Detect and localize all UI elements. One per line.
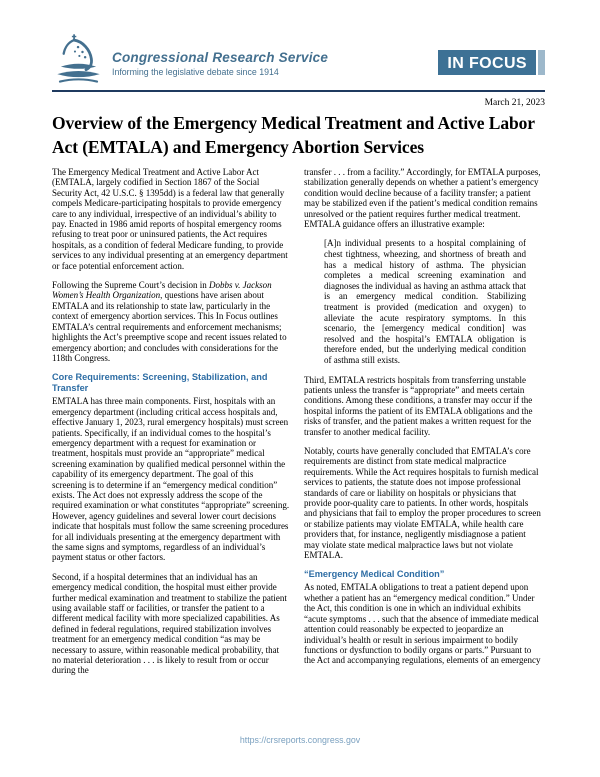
logo-text [112,33,328,77]
org-tagline: Informing the legislative debate since 1914 [112,67,279,77]
section-heading: Core Requirements: Screening, Stabilization, and Transfer [52,372,268,394]
paragraph: EMTALA has three main components. First, hospitals with an emergency department (including critical access hospitals and, effective January 1, 2023, rural emergency hospitals) must screen patients. Specifically, if an individual comes to the hospital’s emergency department with a request for examination or treatment, hospitals must provide an “appropriate” medical screening examination by qualified medical personnel within the capability of its emergency department. The goal of this screening is to determine if an “emergency medical condition” exists. The Act does not expressly address the scope of the required examination or what constitutes “appropriate” screening. However, agency guidelines and several lower court decisions indicate that hospitals must follow the same screening procedures for all individuals presenting at the emergency department with the same signs and symptoms, regardless of an individual’s payment status or other factors. [52,396,290,563]
badge-accent-strip [538,50,545,75]
paragraph: Notably, courts have generally concluded that EMTALA’s core requirements are distinct from state medical malpractice requirements. While the Act requires hospitals to furnish medical services to patients, the statute does not impose professional standards of care or liability on hospitals or physicians that provide poor-quality care to patients. In other words, hospitals and physicians that fail to employ the proper procedures to screen or stabilize patients may violate EMTALA, while health care providers that, for instance, negligently misdiagnose a patient may violate state medical malpractice laws but not violate EMTALA. [304,446,541,561]
paragraph: Following the Supreme Court’s decision in Dobbs v. Jackson Women’s Health Organization, questions have arisen about EMTALA and its relationship to state law, particularly in the context of emergency abortion services. This In Focus outlines EMTALA’s central requirements and enforcement mechanisms; highlights the Act’s preemptive scope and recent issues related to emergency abortion; and concludes with considerations for the 118th Congress. [52,280,287,363]
right-column [304,167,542,685]
page-date: March 21, 2023 [484,98,545,108]
header [52,33,545,88]
block-quote: [A]n individual presents to a hospital complaining of chest tightness, wheezing, and shortness of breath and has a medical history of asthma. The physician completes a medical screening examination and diagnoses the individual as having an asthma attack that is an emergency medical condition. Stabilizing treatment is provided (medication and oxygen) to alleviate the acute respiratory symptoms. In this scenario, the [emergency medical condition] was resolved and the hospital’s EMTALA obligation is therefore ended, but the underlying medical condition of asthma still exists. [324,238,526,365]
section-heading: “Emergency Medical Condition” [304,569,445,580]
paragraph: As noted, EMTALA obligations to treat a patient depend upon whether a patient has an “emergency medical condition.” Under the Act, this condition is one in which an individual exhibits “acute symptoms . . . such that the absence of immediate medical attention could reasonably be expected to jeopardize an individual’s health or result in serious impairment to bodily functions or dysfunction to bodily organs or parts.” Pursuant to the Act and accompanying regulations, elements of an emergency [304,582,541,666]
paragraph: Third, EMTALA restricts hospitals from transferring unstable patients unless the transfer is “appropriate” and meets certain conditions. Among these conditions, a transfer may occur if the hospital informs the patient of its EMTALA obligations and the risks of transfer, and the patient makes a written request for the transfer to another medical facility. [304,374,533,437]
in-focus-badge [438,50,545,75]
badge-label: IN FOCUS [438,50,536,75]
left-column [52,167,290,685]
paragraph: Second, if a hospital determines that an individual has an emergency medical condition, the hospital must either provide further medical examination and treatment to stabilize the patient using available staff or facilities, or transfer the patient to a different medical facility with more specialized capabilities. As defined in federal regulations, required stabilization involves treatment for an emergency medical condition “as may be necessary to assure, within reasonable medical probability, that no material deterioration . . . is likely to result from or occur during the [52,571,287,676]
body-columns [52,167,545,685]
footer [0,735,600,745]
document-title: Overview of the Emergency Medical Treatment and Active Labor Act (EMTALA) and Emergency Abortion Services [52,113,535,157]
org-name: Congressional Research Service [112,50,329,65]
paragraph: The Emergency Medical Treatment and Active Labor Act (EMTALA, largely codified in Section 1867 of the Social Security Act, 42 U.S.C. § 1395dd) is a federal law that generally compels Medicare-participating hospitals to provide emergency care to any individual, irrespective of an individual’s ability to pay. Enacted in 1986 amid reports of hospital emergency rooms refusing to treat poor or uninsured patients, the Act requires hospitals, as a condition of federal Medicare funding, to provide services to any individual presenting at an emergency department or face potential enforcement action. [52,167,288,271]
capitol-dome-icon [52,33,105,86]
paragraph: transfer . . . from a facility.” Accordingly, for EMTALA purposes, stabilization generally depends on whether a patient’s emergency condition would decline because of a facility transfer; a patient may be stabilized even if the patient’s medical condition remains unresolved or the patient requires further medical treatment. EMTALA guidance offers an illustrative example: [304,167,541,230]
header-divider [52,90,545,92]
footer-url-link[interactable]: https://crsreports.congress.gov [239,735,361,745]
